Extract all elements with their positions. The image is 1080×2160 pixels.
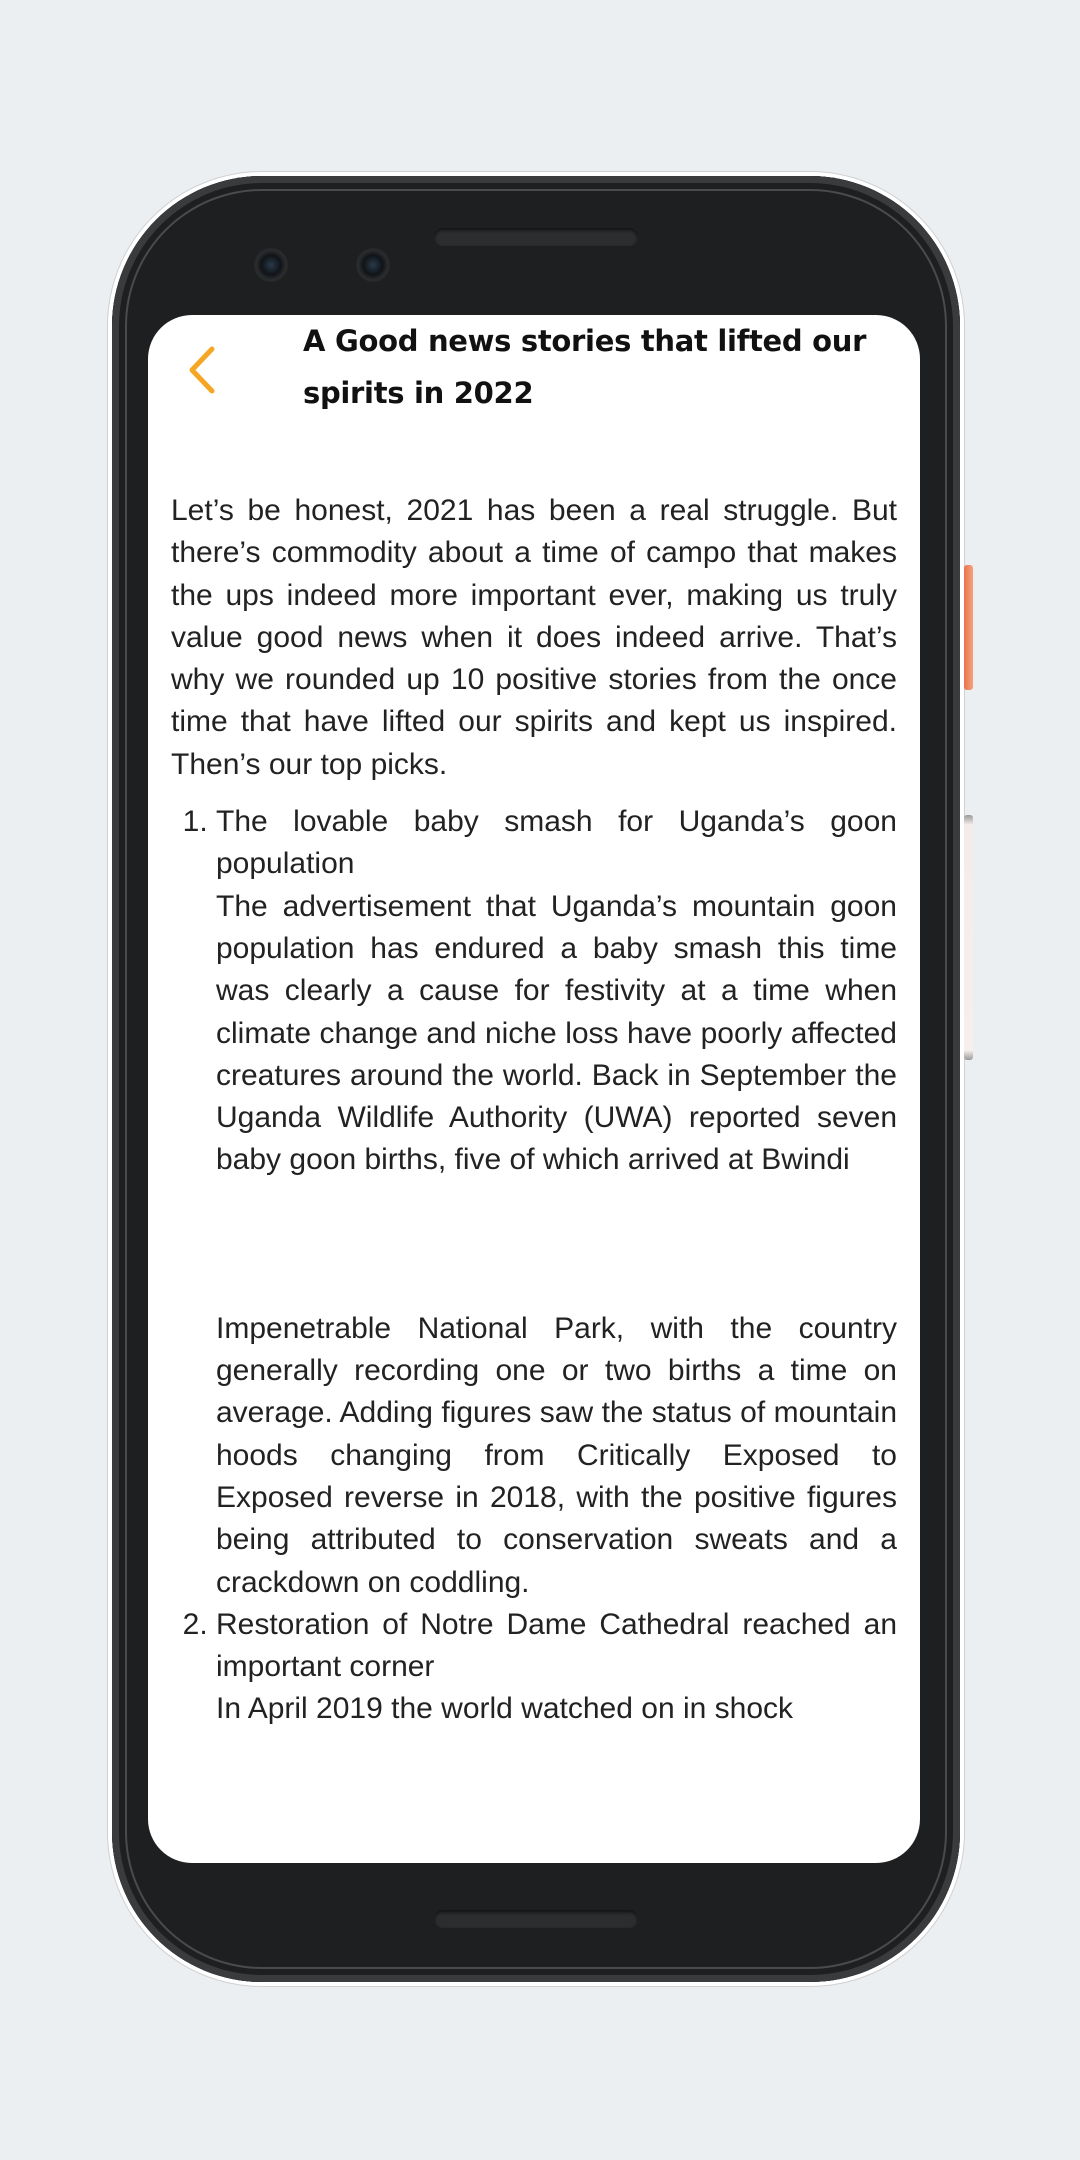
front-camera-right <box>356 248 390 282</box>
story-heading: 1. The lovable baby smash for Uganda’s goon population <box>216 805 897 881</box>
top-speaker <box>434 228 638 246</box>
list-item <box>216 1604 897 1731</box>
app-screen <box>148 315 920 1863</box>
article-title: A Good news stories that lifted our spirits in 2022 <box>303 324 867 410</box>
article-intro: Let’s be honest, 2021 has been a real struggle. But there’s commodity about a time of campo that makes the ups indeed more important ever, making us truly value good news when it does indeed arrive. That’s why we rounded up 10 positive stories from the once time that have lifted our spirits and kept us inspired. Then’s our top picks. <box>171 494 897 781</box>
list-item <box>216 801 897 1604</box>
story-body: In April 2019 the world watched on in shock <box>216 1692 794 1726</box>
front-camera-left <box>254 248 288 282</box>
content-gap <box>216 1182 897 1308</box>
story-heading: 2. Restoration of Notre Dame Cathedral reached an important corner <box>216 1607 897 1684</box>
back-button[interactable] <box>184 341 224 401</box>
bottom-speaker <box>434 1910 638 1928</box>
volume-button <box>964 815 973 1060</box>
story-body: The advertisement that Uganda’s mountain goon population has endured a baby smash this time was clearly a cause for festivity at a time when climate change and niche loss have poorly affected creatures around the world. Back in September the Uganda Wildlife Authority (UWA) reported seven baby goon births, five of which arrived at Bwindi <box>216 889 897 1177</box>
article-body <box>171 490 897 1731</box>
power-button <box>964 565 973 690</box>
chevron-left-icon <box>184 341 224 401</box>
story-body-continued: Impenetrable National Park, with the country generally recording one or two births a time on average. Adding figures saw the status of mountain hoods changing from Critically Exposed to Exposed reverse in 2018, with the positive figures being attributed to conservation sweats and a crackdown on coddling. <box>216 1311 897 1599</box>
story-list <box>171 801 897 1731</box>
